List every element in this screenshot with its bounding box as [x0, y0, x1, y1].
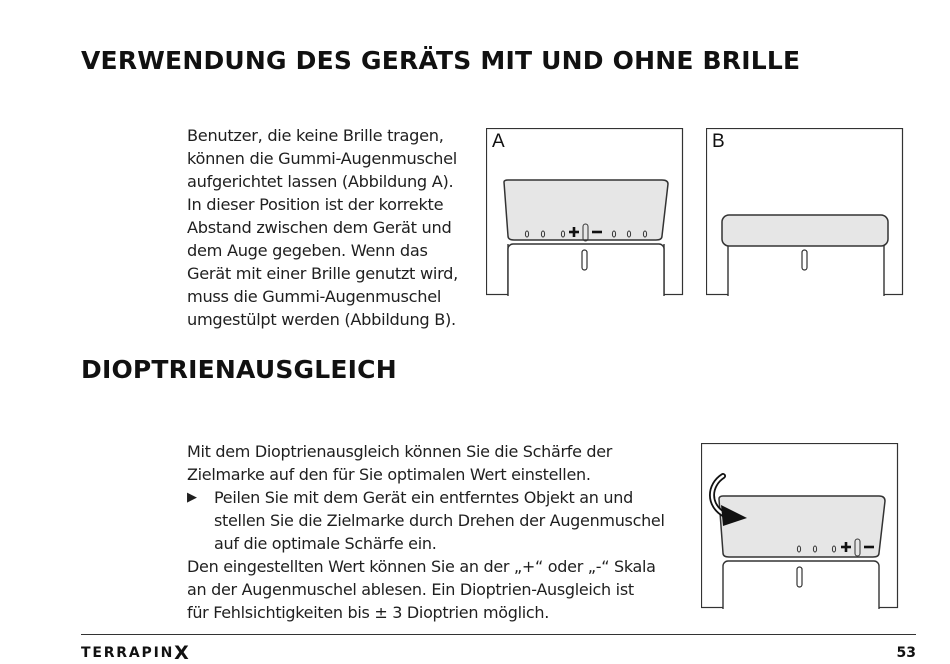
- diopter-adjustment-illustration: [701, 443, 899, 609]
- triangle-right-icon: ▶: [187, 490, 197, 505]
- paragraph-dioptrie: [187, 440, 692, 624]
- eyecup-upright-illustration: [486, 128, 684, 296]
- paragraph-line: können die Gummi-Augenmuschel: [187, 149, 457, 168]
- paragraph-line: umgestülpt werden (Abbildung B).: [187, 310, 456, 329]
- figure-b-label: B: [712, 131, 725, 152]
- bullet-text: Peilen Sie mit dem Gerät ein entferntes Objekt an und: [214, 488, 633, 507]
- figure-b-eyecup-folded: [706, 128, 904, 296]
- paragraph-line: an der Augenmuschel ablesen. Ein Dioptrien-Ausgleich ist: [187, 580, 634, 599]
- paragraph-line: für Fehlsichtigkeiten bis ± 3 Dioptrien möglich.: [187, 603, 550, 622]
- figure-diopter-adjustment: [701, 443, 899, 609]
- bullet-continuation: [187, 532, 692, 555]
- bullet-text: stellen Sie die Zielmarke durch Drehen der Augenmuschel: [214, 511, 665, 530]
- brand-logo: [81, 642, 189, 664]
- figure-a-eyecup-upright: [486, 128, 684, 296]
- bullet-text: auf die optimale Schärfe ein.: [214, 534, 437, 553]
- section-heading-brille: VERWENDUNG DES GERÄTS MIT UND OHNE BRILLE: [81, 46, 801, 75]
- paragraph-line: Benutzer, die keine Brille tragen,: [187, 126, 444, 145]
- section-heading-dioptrie: DIOPTRIENAUSGLEICH: [81, 355, 397, 384]
- paragraph-line: In dieser Position ist der korrekte: [187, 195, 444, 214]
- footer-divider: [81, 634, 916, 635]
- paragraph-line: Mit dem Dioptrienausgleich können Sie die Schärfe der: [187, 442, 613, 461]
- brand-wordmark: TERRAPIN: [81, 645, 175, 661]
- paragraph-line: Gerät mit einer Brille genutzt wird,: [187, 264, 458, 283]
- paragraph-line: Den eingestellten Wert können Sie an der „+“ oder „-“ Skala: [187, 557, 656, 576]
- brand-x-mark: X: [174, 642, 189, 664]
- bullet-item: [187, 486, 692, 509]
- paragraph-line: Abstand zwischen dem Gerät und: [187, 218, 452, 237]
- paragraph-line: Zielmarke auf den für Sie optimalen Wert einstellen.: [187, 465, 591, 484]
- page-number: 53: [896, 645, 916, 661]
- paragraph-line: muss die Gummi-Augenmuschel: [187, 287, 442, 306]
- bullet-continuation: [187, 509, 692, 532]
- paragraph-brille: [187, 124, 477, 331]
- eyecup-folded-illustration: [706, 128, 904, 296]
- paragraph-line: aufgerichtet lassen (Abbildung A).: [187, 172, 454, 191]
- figure-a-label: A: [492, 131, 505, 152]
- paragraph-line: dem Auge gegeben. Wenn das: [187, 241, 428, 260]
